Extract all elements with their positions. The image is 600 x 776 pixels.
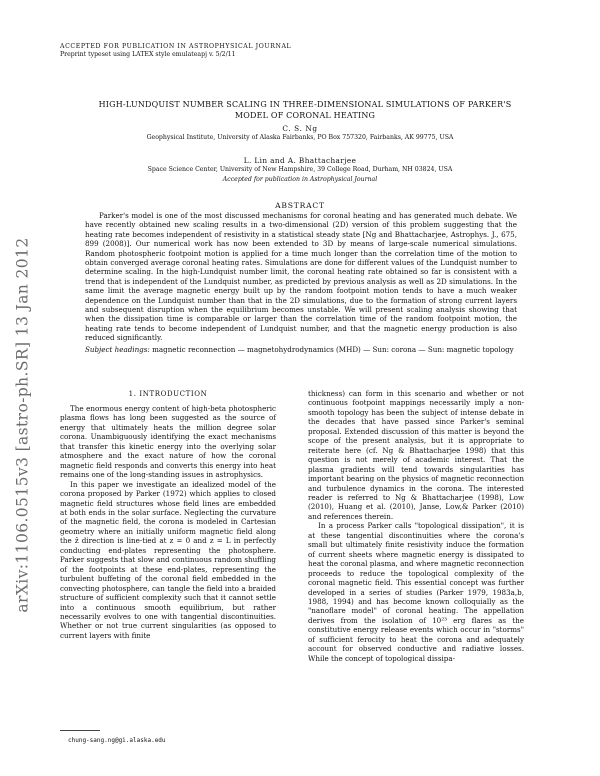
header-preprint-line: Preprint typeset using LATEX style emulateapj v. 5/2/11 [60,51,236,58]
abstract-text: Parker's model is one of the most discussed mechanisms for coronal heating and has generated much debate. We have recently obtained new scaling results in a two-dimensional (2D) version of this problem suggesting that the heating rate becomes independent of resistivity in a statistical steady state [Ng and Bhattacharjee, Astrophys. J., 675, 899 (2008)]. Our numerical work has now been extended to 3D by means of large-scale numerical simulations. Random photospheric footpoint motion is applied for a time much longer than the correlation time of the motion to obtain converged average coronal heating rates. Simulations are done for different values of the Lundquist number to determine scaling. In the high-Lundquist number limit, the coronal heating rate obtained so far is consistent with a trend that is independent of the Lundquist number, as predicted by previous analysis as well as 2D simulations. In the same limit the average magnetic energy built up by the random footpoint motion tends to have a much weaker dependence on the Lundquist number than that in the 2D simulations, due to the formation of strong current layers and subsequent disruption when the equilibrium becomes unstable. We will present scaling analysis showing that when the dissipation time is comparable or larger than the correlation time of the random footpoint motion, the heating rate tends to become independent of Lundquist number, and that the magnetic energy production is also reduced significantly. [85,211,517,343]
subject-headings-text: magnetic reconnection — magnetohydrodynamics (MHD) — Sun: corona — Sun: magnetic topology [152,345,514,354]
right-column [308,389,524,663]
arxiv-stamp-text: arXiv:1106.0515v3 [astro-ph.SR] 13 Jan 2012 [14,237,33,613]
intro-paragraph-4: In a process Parker calls "topological dissipation", it is at these tangential discontinuities where the corona's small but ultimately finite resistivity induce the formation of current sheets where magnetic energy is dissipated to heat the coronal plasma, and where magnetic reconnection proceeds to reduce the topological complexity of the coronal magnetic field. This essential concept was further developed in a series of studies (Parker 1979, 1983a,b, 1988, 1994) and has become known colloquially as the "nanoflare model" of coronal heating. The appellation derives from the isolation of 10²³ erg flares as the constitutive energy release events which occur in "storms" of sufficient ferocity to heat the corona and adequately account for observed conductive and radiative losses. While the concept of topological dissipa- [308,521,524,663]
author-group-1: C. S. Ng [282,124,318,133]
section-heading-introduction: 1. INTRODUCTION [128,390,208,398]
abstract-heading: ABSTRACT [275,201,325,210]
accepted-note: Accepted for publication in Astrophysical Journal [222,176,378,183]
footnote-email: chung-sang.ng@gi.alaska.edu [68,737,166,744]
affiliation-1: Geophysical Institute, University of Alaska Fairbanks, PO Box 757320, Fairbanks, AK 99775, USA [146,134,454,141]
intro-paragraph-3: thickness) can form in this scenario and whether or not continuous footpoint mappings necessarily imply a non-smooth topology has been the subject of intense debate in the decades that have passed since Parker's seminal proposal. Extended discussion of this matter is beyond the scope of the present analysis, but it is appropriate to reiterate here (cf. Ng & Bhattacharjee 1998) that this question is not merely of academic interest. That the plasma gradients will tend towards singularities has important bearing on the physics of magnetic reconnection and turbulence dynamics in the corona. The interested reader is referred to Ng & Bhattacharjee (1998), Low (2010), Huang et al. (2010), Janse, Low,& Parker (2010) and references therein. [308,389,524,521]
footnote-rule [60,730,100,731]
affiliation-2: Space Science Center, University of New Hampshire, 39 College Road, Durham, NH 03824, USA [147,166,453,173]
header-accepted-line: ACCEPTED FOR PUBLICATION IN ASTROPHYSICAL JOURNAL [60,43,292,50]
subject-headings-label: Subject headings: [85,345,150,354]
intro-paragraph-1: The enormous energy content of high-beta photospheric plasma flows has long been suggested as the source of energy that ultimately heats the million degree solar corona. Unambiguously identifying the exact mechanisms that transfer this kinetic energy into the overlying solar atmosphere and the exact nature of how the coronal magnetic field responds and converts this energy into heat remains one of the long-standing issues in astrophysics. [60,404,276,480]
author-group-2: L. Lin and A. Bhattacharjee [243,156,357,165]
subject-headings [85,345,517,354]
arxiv-stamp [7,190,39,660]
left-column [60,390,276,640]
preprint-header [60,43,291,59]
paper-title: HIGH-LUNDQUIST NUMBER SCALING IN THREE-DIMENSIONAL SIMULATIONS OF PARKER'S MODEL OF CORONAL HEATING [98,100,512,120]
intro-paragraph-2: In this paper we investigate an idealized model of the corona proposed by Parker (1972) which applies to closed magnetic field structures whose field lines are embedded at both ends in the solar surface. Neglecting the curvature of the magnetic field, the corona is modeled in Cartesian geometry where an initially uniform magnetic field along the ẑ direction is line-tied at z = 0 and z = L in perfectly conducting end-plates representing the photosphere. Parker suggests that slow and continuous random shuffling of the footpoints at these end-plates, representing the turbulent buffeting of the coronal field embedded in the convecting photosphere, can tangle the field into a braided structure of sufficient complexity such that it cannot settle into a continuous smooth equilibrium, but rather necessarily evolves to one with tangential discontinuities. Whether or not true current singularities (as opposed to current layers with finite [60,479,276,640]
